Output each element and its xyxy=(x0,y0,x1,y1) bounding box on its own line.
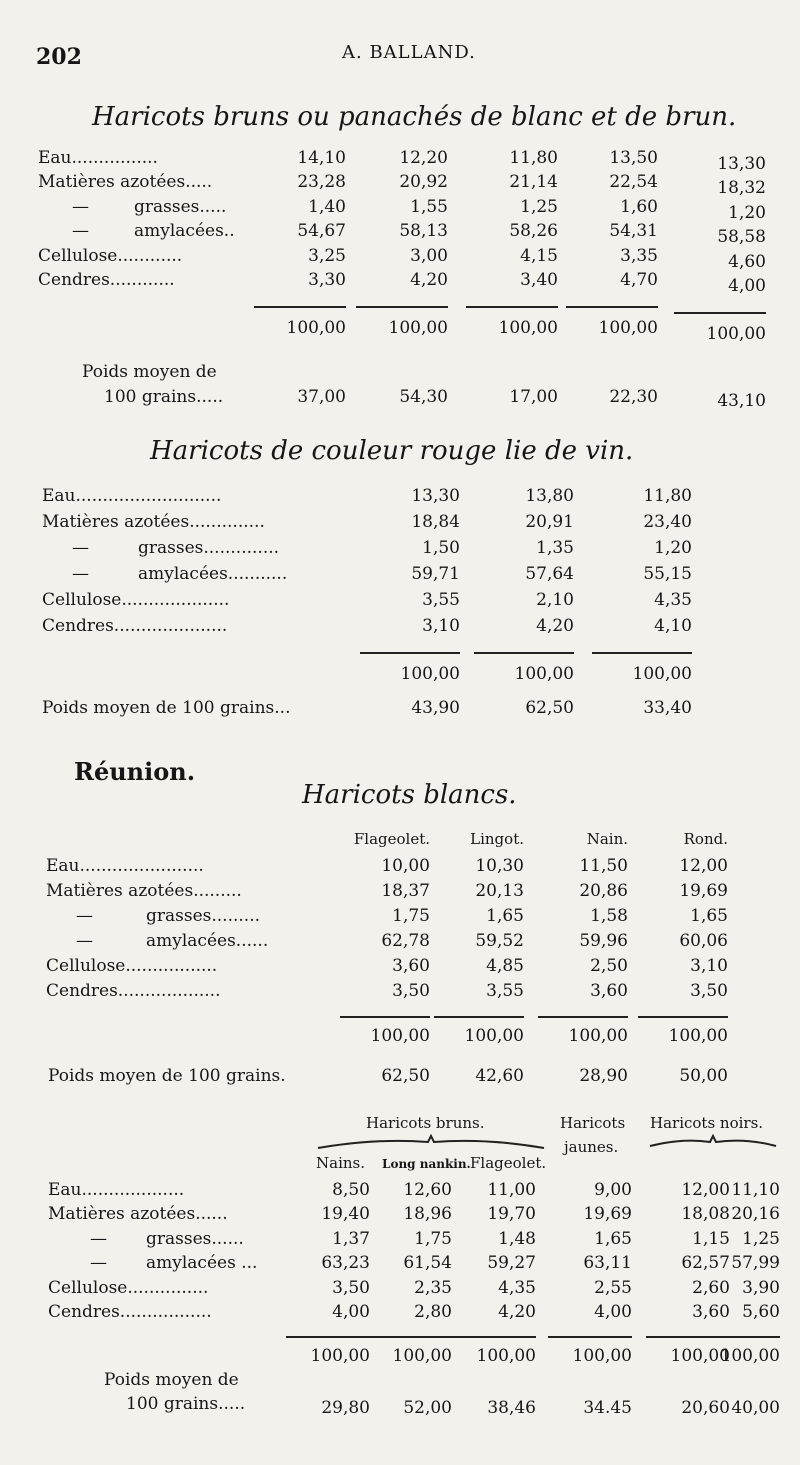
row-label: Cendres................. xyxy=(48,1302,212,1322)
table-cell: 57,64 xyxy=(525,564,574,584)
total-cell: 100,00 xyxy=(572,1346,632,1367)
table-cell: 8,50 xyxy=(332,1180,370,1200)
table-cell: 1,58 xyxy=(590,906,628,926)
total-rule xyxy=(368,1336,452,1338)
table-cell: 23,28 xyxy=(297,172,346,193)
total-cell: 100,00 xyxy=(498,318,558,339)
row-dash: — xyxy=(76,931,93,951)
table-cell: 62,78 xyxy=(381,931,430,951)
poids-cell: 20,60 xyxy=(681,1398,730,1418)
table-cell: 14,10 xyxy=(297,148,346,168)
row-label: Cendres................... xyxy=(46,981,221,1001)
column-header: Nains. xyxy=(316,1154,365,1172)
table-cell: 4,00 xyxy=(594,1302,632,1322)
table-cell: 13,80 xyxy=(525,486,574,506)
poids-label: 100 grains..... xyxy=(126,1394,246,1414)
table-cell: 1,20 xyxy=(728,202,766,223)
row-label: grasses...... xyxy=(146,1228,244,1249)
table-cell: 1,55 xyxy=(410,196,448,217)
table-cell: 4,20 xyxy=(536,616,574,636)
table-cell: 18,84 xyxy=(411,512,460,532)
table-cell: 3,00 xyxy=(410,245,448,266)
table-cell: 13,30 xyxy=(717,154,766,174)
table-cell: 3,60 xyxy=(692,1302,730,1322)
table-cell: 4,20 xyxy=(498,1302,536,1322)
total-cell: 100,00 xyxy=(706,324,766,345)
total-cell: 100,00 xyxy=(514,664,574,684)
row-label: Matières azotées.............. xyxy=(42,512,265,532)
table-cell: 11,80 xyxy=(643,486,692,506)
table-cell: 60,06 xyxy=(679,931,728,951)
table-cell: 4,15 xyxy=(520,245,558,266)
table-cell: 3,50 xyxy=(690,981,728,1001)
total-rule xyxy=(466,306,558,308)
poids-cell: 62,50 xyxy=(381,1066,430,1086)
table-cell: 9,00 xyxy=(594,1180,632,1200)
total-cell: 100,00 xyxy=(670,1346,730,1367)
poids-cell: 40,00 xyxy=(731,1398,780,1418)
row-label: grasses..... xyxy=(134,196,227,217)
table-cell: 4,85 xyxy=(486,956,524,976)
table-cell: 2,35 xyxy=(414,1277,452,1298)
table-cell: 1,65 xyxy=(486,906,524,926)
row-label: grasses......... xyxy=(146,906,261,926)
table-cell: 1,65 xyxy=(690,906,728,926)
total-rule xyxy=(538,1016,628,1018)
poids-cell: 62,50 xyxy=(525,698,574,718)
poids-cell: 34.45 xyxy=(583,1398,632,1418)
row-label: Cendres..................... xyxy=(42,616,228,636)
table-cell: 20,16 xyxy=(731,1204,780,1225)
poids-label: 100 grains..... xyxy=(104,387,224,407)
total-rule xyxy=(638,1016,728,1018)
total-rule xyxy=(286,1336,370,1338)
row-dash: — xyxy=(72,564,89,584)
table-cell: 1,48 xyxy=(498,1228,536,1249)
table3-title: Haricots blancs. xyxy=(302,780,517,810)
group-header-jaunes: jaunes. xyxy=(564,1138,619,1156)
poids-cell: 22,30 xyxy=(609,387,658,407)
table-cell: 3,50 xyxy=(392,981,430,1001)
row-dash: — xyxy=(90,1253,107,1274)
row-dash: — xyxy=(72,221,89,242)
brace-haricots-noirs xyxy=(648,1134,778,1152)
group-header-bruns: Haricots bruns. xyxy=(366,1114,485,1132)
total-rule xyxy=(360,652,460,654)
table-cell: 1,75 xyxy=(414,1228,452,1249)
total-cell: 100,00 xyxy=(632,664,692,684)
table-cell: 3,10 xyxy=(422,616,460,636)
table-cell: 11,00 xyxy=(487,1180,536,1200)
table-cell: 59,27 xyxy=(487,1253,536,1274)
column-header: Flageolet. xyxy=(470,1154,547,1172)
column-header: Rond. xyxy=(683,830,728,848)
table-cell: 57,99 xyxy=(731,1253,780,1274)
table-cell: 12,60 xyxy=(403,1180,452,1200)
total-rule xyxy=(254,306,346,308)
row-dash: — xyxy=(76,906,93,926)
row-label: Eau................... xyxy=(48,1180,185,1200)
poids-cell: 33,40 xyxy=(643,698,692,718)
row-label: Cellulose............... xyxy=(48,1277,209,1298)
table-cell: 1,25 xyxy=(520,196,558,217)
group-header-noirs: Haricots noirs. xyxy=(650,1114,764,1132)
brace-haricots-bruns xyxy=(316,1134,546,1154)
table-cell: 63,11 xyxy=(583,1253,632,1274)
table-cell: 18,08 xyxy=(681,1204,730,1225)
poids-label: Poids moyen de 100 grains... xyxy=(42,698,291,718)
table-cell: 1,50 xyxy=(422,538,460,558)
row-dash: — xyxy=(72,538,89,558)
table-cell: 1,15 xyxy=(692,1228,730,1249)
column-header: Flageolet. xyxy=(353,830,430,848)
poids-label: Poids moyen de xyxy=(104,1370,239,1390)
row-label: amylacées...... xyxy=(146,931,269,951)
total-cell: 100,00 xyxy=(310,1346,370,1367)
table-cell: 4,60 xyxy=(728,251,766,272)
table-cell: 3,10 xyxy=(690,956,728,976)
total-cell: 100,00 xyxy=(568,1026,628,1046)
table-cell: 19,70 xyxy=(487,1204,536,1225)
table-cell: 20,13 xyxy=(475,881,524,901)
poids-cell: 43,90 xyxy=(411,698,460,718)
table-cell: 1,20 xyxy=(654,538,692,558)
page-number: 202 xyxy=(36,44,82,70)
table-cell: 58,26 xyxy=(509,221,558,242)
table-cell: 19,69 xyxy=(679,881,728,901)
total-rule xyxy=(696,1336,780,1338)
group-header-jaunes: Haricots xyxy=(560,1114,626,1132)
table-cell: 3,35 xyxy=(620,245,658,266)
table-cell: 58,13 xyxy=(399,221,448,242)
running-header-author: A. BALLAND. xyxy=(342,42,476,63)
row-label: amylacées ... xyxy=(146,1253,258,1274)
column-header: Lingot. xyxy=(470,830,524,848)
table-cell: 55,15 xyxy=(643,564,692,584)
table-cell: 3,90 xyxy=(742,1277,780,1298)
table-cell: 12,00 xyxy=(679,856,728,876)
table-cell: 1,35 xyxy=(536,538,574,558)
table-cell: 1,75 xyxy=(392,906,430,926)
column-header: Nain. xyxy=(586,830,628,848)
table-cell: 2,50 xyxy=(590,956,628,976)
table-cell: 1,40 xyxy=(308,196,346,217)
total-cell: 100,00 xyxy=(370,1026,430,1046)
row-label: amylacées........... xyxy=(138,564,288,584)
table2-title: Haricots de couleur rouge lie de vin. xyxy=(150,436,634,466)
poids-cell: 43,10 xyxy=(717,391,766,411)
table-cell: 54,31 xyxy=(609,221,658,242)
table-cell: 3,55 xyxy=(486,981,524,1001)
row-label: Matières azotées..... xyxy=(38,172,213,193)
table-cell: 61,54 xyxy=(403,1253,452,1274)
total-cell: 100,00 xyxy=(668,1026,728,1046)
table-cell: 4,35 xyxy=(498,1277,536,1298)
row-dash: — xyxy=(72,196,89,217)
row-label: Matières azotées......... xyxy=(46,881,242,901)
table-cell: 10,00 xyxy=(381,856,430,876)
table-cell: 23,40 xyxy=(643,512,692,532)
row-label: grasses.............. xyxy=(138,538,280,558)
row-label: Eau................ xyxy=(38,148,158,168)
table-cell: 20,92 xyxy=(399,172,448,193)
row-label: Eau....................... xyxy=(46,856,204,876)
table-cell: 59,96 xyxy=(579,931,628,951)
table-cell: 3,25 xyxy=(308,245,346,266)
table-cell: 2,55 xyxy=(594,1277,632,1298)
table-cell: 58,58 xyxy=(717,227,766,248)
table-cell: 4,10 xyxy=(654,616,692,636)
table-cell: 18,32 xyxy=(717,178,766,199)
row-label: Cellulose.................... xyxy=(42,590,230,610)
table-cell: 12,00 xyxy=(681,1180,730,1200)
total-cell: 100,00 xyxy=(598,318,658,339)
row-label: amylacées.. xyxy=(134,221,235,242)
table-cell: 1,65 xyxy=(594,1228,632,1249)
poids-label: Poids moyen de 100 grains. xyxy=(48,1066,286,1086)
table-cell: 19,40 xyxy=(321,1204,370,1225)
table-cell: 5,60 xyxy=(742,1302,780,1322)
row-dash: — xyxy=(90,1228,107,1249)
total-cell: 100,00 xyxy=(464,1026,524,1046)
row-label: Cellulose................. xyxy=(46,956,218,976)
poids-cell: 50,00 xyxy=(679,1066,728,1086)
table-cell: 2,10 xyxy=(536,590,574,610)
table-cell: 4,20 xyxy=(410,270,448,290)
total-cell: 100,00 xyxy=(476,1346,536,1367)
total-cell: 100,00 xyxy=(388,318,448,339)
table-cell: 11,80 xyxy=(509,148,558,168)
total-rule xyxy=(566,306,658,308)
total-rule xyxy=(340,1016,430,1018)
table-cell: 4,00 xyxy=(332,1302,370,1322)
total-cell: 100,00 xyxy=(286,318,346,339)
table-cell: 1,37 xyxy=(332,1228,370,1249)
table-cell: 19,69 xyxy=(583,1204,632,1225)
table-cell: 20,91 xyxy=(525,512,574,532)
poids-cell: 17,00 xyxy=(509,387,558,407)
table-cell: 3,50 xyxy=(332,1277,370,1298)
table-cell: 13,30 xyxy=(411,486,460,506)
table-cell: 18,96 xyxy=(403,1204,452,1225)
table-cell: 1,25 xyxy=(742,1228,780,1249)
table-cell: 59,52 xyxy=(475,931,524,951)
total-rule xyxy=(592,652,692,654)
column-header: Long nankin. xyxy=(382,1157,471,1171)
table-cell: 63,23 xyxy=(321,1253,370,1274)
table-cell: 20,86 xyxy=(579,881,628,901)
poids-cell: 52,00 xyxy=(403,1398,452,1418)
row-label: Cellulose............ xyxy=(38,245,183,266)
table-cell: 13,50 xyxy=(609,148,658,168)
row-label: Cendres............ xyxy=(38,270,175,290)
row-label: Matières azotées...... xyxy=(48,1204,228,1225)
table-cell: 21,14 xyxy=(509,172,558,193)
table-cell: 4,35 xyxy=(654,590,692,610)
section-heading-reunion: Réunion. xyxy=(74,757,196,786)
table-cell: 3,55 xyxy=(422,590,460,610)
table-cell: 12,20 xyxy=(399,148,448,168)
poids-cell: 37,00 xyxy=(297,387,346,407)
poids-cell: 38,46 xyxy=(487,1398,536,1418)
table-cell: 4,70 xyxy=(620,270,658,290)
table-cell: 3,60 xyxy=(392,956,430,976)
poids-cell: 54,30 xyxy=(399,387,448,407)
total-cell: 100,00 xyxy=(400,664,460,684)
table-cell: 59,71 xyxy=(411,564,460,584)
table1-title: Haricots bruns ou panachés de blanc et de brun. xyxy=(92,102,737,132)
table-cell: 11,10 xyxy=(731,1180,780,1200)
table-cell: 18,37 xyxy=(381,881,430,901)
table-cell: 3,40 xyxy=(520,270,558,290)
total-cell: 100,00 xyxy=(392,1346,452,1367)
row-label: Eau........................... xyxy=(42,486,222,506)
table-cell: 22,54 xyxy=(609,172,658,193)
poids-cell: 28,90 xyxy=(579,1066,628,1086)
table-cell: 2,80 xyxy=(414,1302,452,1322)
poids-cell: 29,80 xyxy=(321,1398,370,1418)
total-rule xyxy=(548,1336,632,1338)
table-cell: 62,57 xyxy=(681,1253,730,1274)
table-cell: 54,67 xyxy=(297,221,346,242)
total-rule xyxy=(434,1016,524,1018)
table-cell: 2,60 xyxy=(692,1277,730,1298)
poids-cell: 42,60 xyxy=(475,1066,524,1086)
table-cell: 1,60 xyxy=(620,196,658,217)
table-cell: 11,50 xyxy=(579,856,628,876)
poids-label: Poids moyen de xyxy=(82,362,217,382)
total-rule xyxy=(474,652,574,654)
total-cell: 100,00 xyxy=(720,1346,780,1367)
total-rule xyxy=(356,306,448,308)
total-rule xyxy=(674,312,766,314)
table-cell: 4,00 xyxy=(728,276,766,296)
total-rule xyxy=(452,1336,536,1338)
table-cell: 3,30 xyxy=(308,270,346,290)
table-cell: 3,60 xyxy=(590,981,628,1001)
table-cell: 10,30 xyxy=(475,856,524,876)
